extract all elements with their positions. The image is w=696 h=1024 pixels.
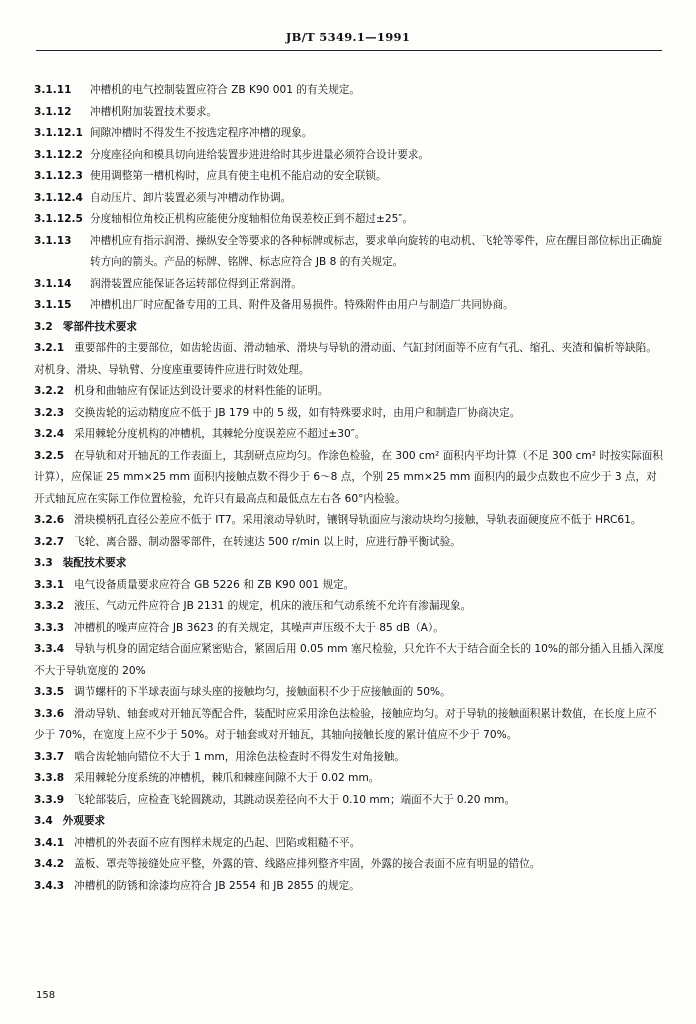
clause-number: 3.2.4 — [34, 428, 65, 440]
clause-text: 调节螺杆的下半球表面与球头座的接触均匀，接触面积不少于应接触面的 50%。 — [74, 686, 451, 698]
clause-3-2-7 — [34, 532, 664, 554]
clause-3-2-2 — [34, 381, 664, 403]
clause-text: 间隙冲槽时不得发生不按选定程序冲槽的现象。 — [90, 127, 313, 139]
clause-3-1-12-5 — [34, 209, 664, 231]
clause-number: 3.2.2 — [34, 385, 65, 397]
clause-number: 3.2.3 — [34, 406, 65, 419]
clause-number: 3.2.7 — [34, 535, 65, 548]
clause-3-4-2 — [34, 854, 664, 876]
clause-text: 飞轮、离合器、制动器零部件，在转速达 500 r/min 以上时，应进行静平衡试验。 — [74, 535, 461, 548]
clause-3-3-4 — [34, 639, 664, 682]
section-heading-3-3 — [34, 553, 664, 575]
clause-text: 冲槽机出厂时应配备专用的工具、附件及备用易损件。特殊附件由用户与制造厂共同协商。 — [90, 299, 514, 311]
clause-3-3-1 — [34, 575, 664, 597]
clause-3-1-12-2 — [34, 145, 664, 167]
clause-number: 3.4.1 — [34, 836, 65, 849]
clause-3-1-12-4 — [34, 188, 664, 210]
clause-number: 3.3.2 — [34, 600, 65, 612]
clause-text: 冲槽机附加装置技术要求。 — [90, 105, 218, 118]
section-number: 3.2 — [34, 320, 53, 333]
clause-number: 3.3.4 — [34, 643, 65, 655]
clause-text: 冲槽机的防锈和涂漆均应符合 JB 2554 和 JB 2855 的规定。 — [74, 879, 360, 892]
clause-text: 冲槽机的外表面不应有图样未规定的凸起、凹陷或粗糙不平。 — [74, 836, 361, 849]
clause-number: 3.4.3 — [34, 879, 65, 892]
clause-3-1-15 — [34, 295, 664, 317]
clause-3-2-6 — [34, 510, 664, 532]
clause-number: 3.1.12.4 — [34, 191, 83, 204]
clause-3-1-12-1 — [34, 123, 664, 145]
clause-number: 3.1.13 — [34, 234, 72, 247]
clause-3-4-1 — [34, 833, 664, 855]
header-rule — [36, 50, 662, 51]
clause-3-1-12 — [34, 102, 664, 124]
clause-number: 3.1.11 — [34, 84, 72, 96]
section-title: 装配技术要求 — [62, 557, 127, 569]
clause-3-1-11 — [34, 80, 664, 102]
clause-text: 在导轨和对开轴瓦的工作表面上，其刮研点应均匀。作涂色检验，在 300 cm² 面积内平均计算（不足 300 cm² 时按实际面积计算），应保证 25 mm×25 mm 面积内接触点数不得少于 6～8 点，个别 25 mm×25 mm 面积内的最少点数也不应少于 3 点，对开式轴瓦应在实际工作位置检验，允许只有最高点和最低点左右各 60°内检验。 — [34, 449, 663, 505]
clause-3-2-1 — [34, 338, 664, 381]
section-number: 3.4 — [34, 815, 53, 827]
clause-3-1-12-3 — [34, 166, 664, 188]
clause-3-3-8 — [34, 768, 664, 790]
document-header: JB/T 5349.1—1991 — [285, 30, 411, 44]
clause-text: 液压、气动元件应符合 JB 2131 的规定，机床的液压和气动系统不允许有渗漏现象。 — [74, 600, 472, 612]
clause-text: 采用棘轮分度系统的冲槽机，棘爪和棘座间隙不大于 0.02 mm。 — [74, 772, 380, 784]
clause-3-2-4 — [34, 424, 664, 446]
clause-3-3-9 — [34, 790, 664, 812]
clause-number: 3.4.2 — [34, 858, 65, 870]
clause-text: 电气设备质量要求应符合 GB 5226 和 ZB K90 001 规定。 — [74, 578, 355, 591]
clause-3-2-5 — [34, 446, 664, 511]
clause-number: 3.3.9 — [34, 793, 65, 806]
clause-text: 冲槽机的噪声应符合 JB 3623 的有关规定，其噪声声压级不大于 85 dB（A）。 — [74, 621, 444, 634]
clause-text: 冲槽机的电气控制装置应符合 ZB K90 001 的有关规定。 — [90, 84, 360, 96]
clause-3-3-3 — [34, 618, 664, 640]
clause-3-3-7 — [34, 747, 664, 769]
section-heading-3-2 — [34, 317, 664, 339]
clause-3-1-13 — [34, 231, 664, 274]
clause-number: 3.3.1 — [34, 578, 65, 591]
clause-text: 自动压片、卸片装置必须与冲槽动作协调。 — [90, 191, 292, 204]
clause-text: 冲槽机应有指示润滑、操纵安全等要求的各种标牌或标志，要求单向旋转的电动机、飞轮等零件，应在醒目部位标出正确旋转方向的箭头。产品的标牌、铭牌、标志应符合 JB 8 的有关规定。 — [90, 234, 663, 268]
clause-text: 交换齿轮的运动精度应不低于 JB 179 中的 5 级，如有特殊要求时，由用户和制造厂协商决定。 — [74, 406, 521, 419]
clause-text: 导轨与机身的固定结合面应紧密贴合，紧固后用 0.05 mm 塞尺检验，只允许不大于结合面全长的 10%的部分插入且插入深度不大于导轨宽度的 20% — [34, 643, 664, 677]
clause-number: 3.1.12.5 — [34, 213, 83, 225]
document-body — [34, 80, 664, 897]
clause-3-3-5 — [34, 682, 664, 704]
clause-3-3-2 — [34, 596, 664, 618]
clause-text: 盖板、罩壳等接缝处应平整，外露的管、线路应排列整齐牢固，外露的接合表面不应有明显的错位。 — [74, 858, 541, 870]
clause-3-2-3 — [34, 403, 664, 425]
clause-number: 3.1.15 — [34, 299, 72, 311]
clause-number: 3.1.12.2 — [34, 148, 83, 161]
section-title: 外观要求 — [62, 815, 106, 827]
clause-number: 3.2.1 — [34, 342, 65, 354]
clause-text: 啮合齿轮轴向错位不大于 1 mm，用涂色法检查时不得发生对角接触。 — [74, 750, 405, 763]
clause-3-4-3 — [34, 876, 664, 898]
clause-number: 3.3.6 — [34, 707, 65, 720]
clause-text: 滑块模柄孔直径公差应不低于 IT7。采用滚动导轨时，镶钢导轨面应与滚动块均匀接触，导轨表面硬度应不低于 HRC61。 — [74, 514, 642, 526]
clause-number: 3.3.5 — [34, 686, 65, 698]
clause-text: 采用棘轮分度机构的冲槽机，其棘轮分度误差应不超过±30″。 — [74, 428, 366, 440]
clause-3-3-6 — [34, 704, 664, 747]
section-number: 3.3 — [34, 557, 53, 569]
section-heading-3-4 — [34, 811, 664, 833]
clause-number: 3.2.5 — [34, 449, 65, 462]
clause-number: 3.3.8 — [34, 772, 65, 784]
section-title: 零部件技术要求 — [62, 320, 137, 333]
clause-number: 3.1.14 — [34, 277, 72, 290]
clause-text: 分度座径向和模具切向进给装置步进进给时其步进量必须符合设计要求。 — [90, 148, 429, 161]
clause-text: 重要部件的主要部位，如齿轮齿面、滑动轴承、滑块与导轨的滑动面、气缸封闭面等不应有气孔、缩孔、夹渣和偏析等缺陷。对机身、滑块、导轨臂、分度座重要铸件应进行时效处理。 — [34, 342, 657, 376]
page-number: 158 — [36, 990, 56, 1001]
clause-number: 3.3.7 — [34, 750, 65, 763]
clause-text: 润滑装置应能保证各运转部位得到正常润滑。 — [90, 277, 302, 290]
clause-number: 3.2.6 — [34, 514, 65, 526]
clause-text: 使用调整第一槽机构时，应具有使主电机不能启动的安全联锁。 — [90, 170, 387, 182]
clause-text: 滑动导轨、轴套或对开轴瓦等配合件，装配时应采用涂色法检验，接触应均匀。对于导轨的接触面积累计数值，在长度上应不少于 70%，在宽度上应不少于 50%。对于轴套或对开轴瓦，其轴向接触长度的累计值应不少于 70%。 — [34, 707, 657, 741]
clause-number: 3.3.3 — [34, 621, 65, 634]
clause-text: 飞轮部装后，应检查飞轮圆跳动，其跳动误差径向不大于 0.10 mm；端面不大于 0.20 mm。 — [74, 793, 516, 806]
clause-number: 3.1.12.1 — [34, 127, 83, 139]
clause-text: 分度轴相位角校正机构应能使分度轴相位角误差校正到不超过±25″。 — [90, 213, 413, 225]
clause-number: 3.1.12 — [34, 105, 72, 118]
clause-number: 3.1.12.3 — [34, 170, 83, 182]
clause-text: 机身和曲轴应有保证达到设计要求的材料性能的证明。 — [74, 385, 329, 397]
clause-3-1-14 — [34, 274, 664, 296]
